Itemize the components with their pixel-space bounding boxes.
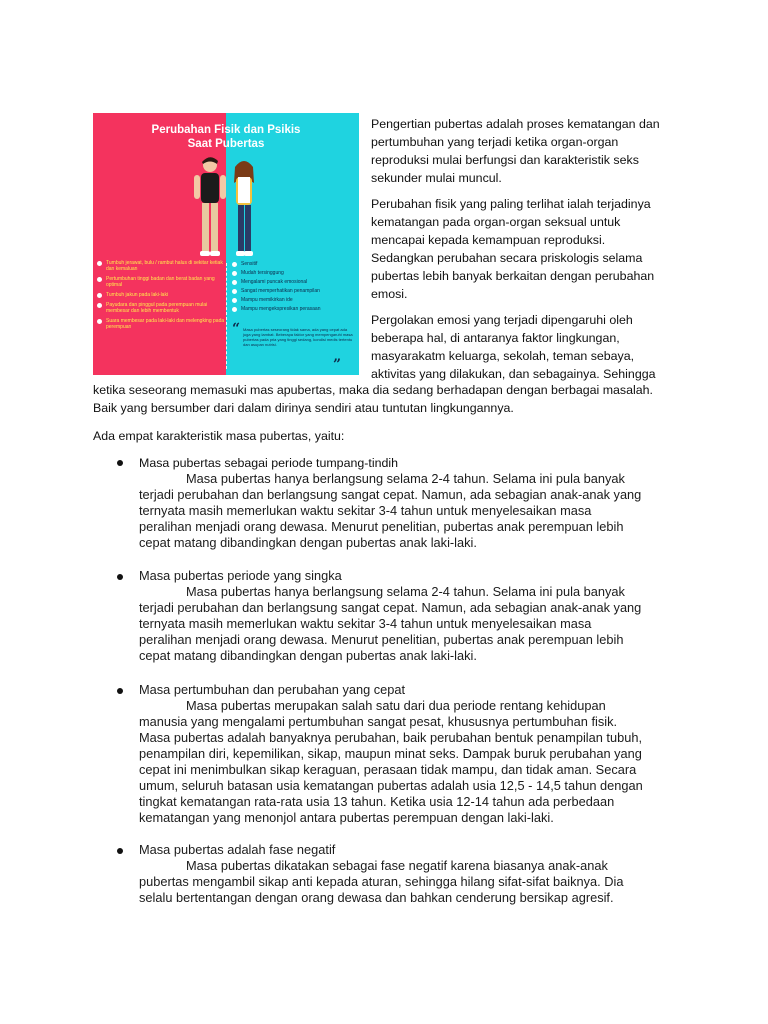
characteristic-heading: Masa pubertas sebagai periode tumpang-tindih bbox=[139, 456, 398, 470]
list-item: Mampu mengekspresikan perasaan bbox=[232, 306, 357, 312]
open-quote-icon: “ bbox=[232, 321, 241, 337]
characteristic-heading: Masa pubertas periode yang singka bbox=[139, 568, 342, 583]
infographic-quote: Masa pubertas seseorang tidak sama, ada yang cepat ada juga yang lambat. Beberapa faktor yang mempengaruhi masa pubertas pada pria yang tinggi sedang, kondisi medis tertentu dan asupan nutrisi. bbox=[243, 327, 353, 347]
list-item: Mampu memikirkan ide bbox=[232, 297, 357, 303]
physical-change-paragraph: Perubahan fisik yang paling terlihat ialah terjadinya kematangan pada organ-organ seksual untuk mencapai kepada kemampuan reproduksi. Sedangkan perubahan secara priskologis selama pubertas lebih banyak berkaitan dengan perubahan emosi. bbox=[371, 197, 655, 301]
list-item: Sensitif bbox=[232, 261, 357, 267]
bullet-icon bbox=[117, 848, 123, 854]
list-item: Sangat memperhatikan penampilan bbox=[232, 288, 357, 294]
bullet-icon bbox=[117, 460, 123, 466]
bullet-icon bbox=[117, 574, 123, 580]
bullet-icon bbox=[117, 688, 123, 694]
infographic-title: Perubahan Fisik dan Psikis Saat Pubertas bbox=[151, 124, 301, 150]
emotion-paragraph-bottom: ketika seseorang memasuki mas apubertas, maka dia sedang berhadapan dengan berbagai masalah. Baik yang bersumber dari dalam dirinya sendiri atau tuntutan lingkungannya. bbox=[93, 383, 653, 415]
list-item: Mudah tersinggung bbox=[232, 270, 357, 276]
list-item: Tumbuh jakun pada laki-laki bbox=[97, 292, 225, 298]
list-item: Suara membesar pada laki-laki dan melengking pada perempuan bbox=[97, 318, 225, 330]
characteristic-body: Masa pubertas dikatakan sebagai fase negatif karena biasanya anak-anak pubertas mengambil sikap anti kepada aturan, sehingga hilang sifat-sifat baiknya. Dia selalu bertentangan dengan orang dewasa dan bahkan cenderung bersikap agresif. bbox=[139, 858, 624, 905]
list-item: Tumbuh jerawat, bulu / rambut halus di sekitar ketiak dan kemaluan bbox=[97, 260, 225, 272]
characteristic-heading: Masa pertumbuhan dan perubahan yang cepat bbox=[139, 682, 406, 697]
list-intro: Ada empat karakteristik masa pubertas, yaitu: bbox=[93, 429, 345, 443]
characteristic-body: Masa pubertas merupakan salah satu dari dua periode rentang kehidupan manusia yang mengalami pertumbuhan sangat pesat, khususnya pertumbuhan fisik. Masa pubertas adalah banyaknya perubahan, baik perubahan bentuk penampilan tubuh, penampilan diri, kepemilikan, sikap, maupun minat seks. Dampak buruk perubahan yang cepat ini menimbulkan sikap keraguan, perasaan tidak mampu, dan tidak aman. Secara umum, seluruh batasan usia kematangan pubertas adalah usia 12,5 - 14,5 tahun dengan tingkat kematangan rata-rata usia 13 tahun. Ketika usia 12-14 tahun ada perbedaan kematangan yang menonjol antara pubertas perempuan dengan laki-laki. bbox=[139, 698, 643, 825]
infographic-divider bbox=[226, 263, 227, 369]
psychological-changes-list bbox=[232, 261, 357, 315]
physical-changes-list bbox=[97, 260, 225, 334]
emotion-paragraph-top: Pergolakan emosi yang terjadi dipengaruhi oleh beberapa hal, di antaranya faktor lingkungan, masyarakatm keluarga, sekolah, teman sebaya, aktivitas yang dilakukan, dan sebagainya. Sehingga bbox=[371, 313, 656, 381]
intro-paragraph: Pengertian pubertas adalah proses kematangan dan pertumbuhan yang terjadi ketika organ-organ reproduksi mulai berfungsi dan karakteristik seks sekunder mulai muncul. bbox=[371, 117, 660, 185]
list-item: Payudara dan pinggul pada perempuan mulai membesar dan lebih membentuk bbox=[97, 302, 225, 314]
characteristic-body: Masa pubertas hanya berlangsung selama 2-4 tahun. Selama ini pula banyak terjadi perubahan dan berlangsung sangat cepat. Namun, ada sebagian anak-anak yang ternyata masih memerlukan waktu sekitar 3-4 tahun untuk menyelesaikan masa peralihan menjadi orang dewasa. Menurut penelitian, pubertas anak perempuan lebih cepat matang dibandingkan dengan pubertas anak laki-laki. bbox=[139, 584, 642, 663]
teen-couple-illustration bbox=[188, 153, 268, 263]
list-item: Mengalami puncak emosional bbox=[232, 279, 357, 285]
list-item: Pertumbuhan tinggi badan dan berat badan yang optimal bbox=[97, 276, 225, 288]
characteristic-heading: Masa pubertas adalah fase negatif bbox=[139, 842, 336, 857]
characteristic-body: Masa pubertas hanya berlangsung selama 2-4 tahun. Selama ini pula banyak terjadi perubahan dan berlangsung sangat cepat. Namun, ada sebagian anak-anak yang ternyata masih memerlukan waktu sekitar 3-4 tahun untuk menyelesaikan masa peralihan menjadi orang dewasa. Menurut penelitian, pubertas anak perempuan lebih cepat matang dibandingkan dengan pubertas anak laki-laki. bbox=[139, 471, 642, 550]
puberty-infographic bbox=[93, 113, 359, 375]
close-quote-icon: ” bbox=[333, 357, 342, 373]
